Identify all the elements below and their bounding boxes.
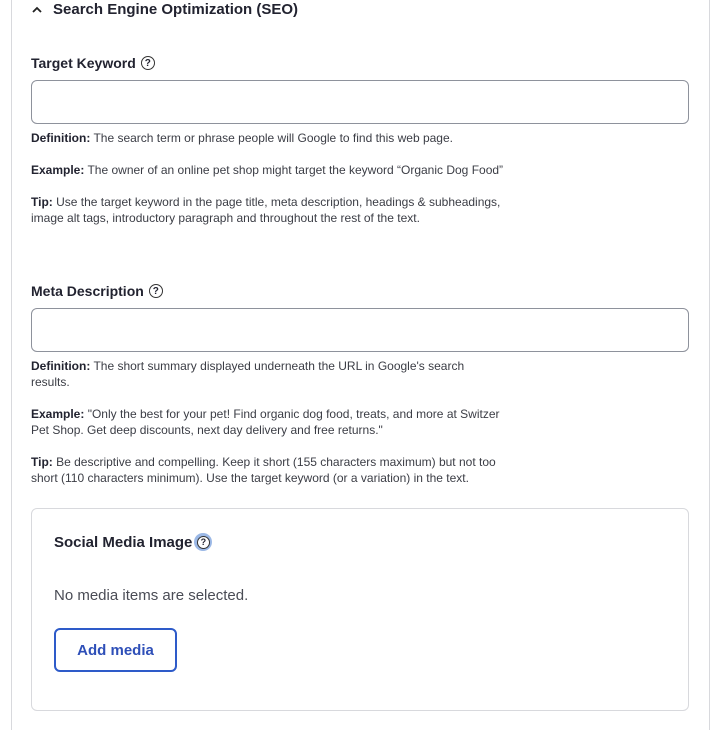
tip-text: Be descriptive and compelling. Keep it short (155 characters maximum) but not too short (110 characters minimum). Use the target keyword (or a variation) in the text. bbox=[31, 455, 496, 485]
target-keyword-label bbox=[31, 55, 155, 71]
empty-media-message: No media items are selected. bbox=[54, 587, 249, 604]
example-text: The owner of an online pet shop might target the keyword “Organic Dog Food” bbox=[84, 163, 504, 177]
social-media-image-title: Social Media Image bbox=[54, 533, 193, 551]
definition-label: Definition: bbox=[31, 359, 91, 373]
social-media-image-label bbox=[54, 533, 212, 551]
target-keyword-label-text: Target Keyword bbox=[31, 55, 136, 71]
example-label: Example: bbox=[31, 163, 85, 177]
help-icon[interactable] bbox=[194, 533, 212, 551]
help-icon[interactable]: ? bbox=[149, 284, 163, 298]
meta-description-label bbox=[31, 283, 163, 299]
add-media-button[interactable]: Add media bbox=[54, 628, 177, 672]
tip-text: Use the target keyword in the page title, meta description, headings & subheadings, image alt tags, introductory paragraph and throughout the rest of the text. bbox=[31, 195, 501, 225]
target-keyword-description bbox=[31, 130, 506, 242]
example-label: Example: bbox=[31, 407, 85, 421]
target-keyword-input[interactable] bbox=[31, 80, 689, 124]
example-text: "Only the best for your pet! Find organic dog food, treats, and more at Switzer Pet Shop. Get deep discounts, next day delivery and free returns." bbox=[31, 407, 500, 437]
section-title: Search Engine Optimization (SEO) bbox=[53, 1, 299, 18]
help-glyph: ? bbox=[197, 536, 210, 549]
definition-text: The short summary displayed underneath the URL in Google's search results. bbox=[31, 359, 465, 389]
meta-description-input[interactable] bbox=[31, 308, 689, 352]
help-icon[interactable]: ? bbox=[141, 56, 155, 70]
definition-label: Definition: bbox=[31, 131, 91, 145]
meta-description-description bbox=[31, 358, 506, 502]
seo-section-toggle[interactable] bbox=[31, 1, 298, 18]
meta-description-label-text: Meta Description bbox=[31, 283, 144, 299]
tip-label: Tip: bbox=[31, 455, 53, 469]
definition-text: The search term or phrase people will Google to find this web page. bbox=[90, 131, 453, 145]
chevron-up-icon bbox=[31, 4, 43, 16]
tip-label: Tip: bbox=[31, 195, 53, 209]
